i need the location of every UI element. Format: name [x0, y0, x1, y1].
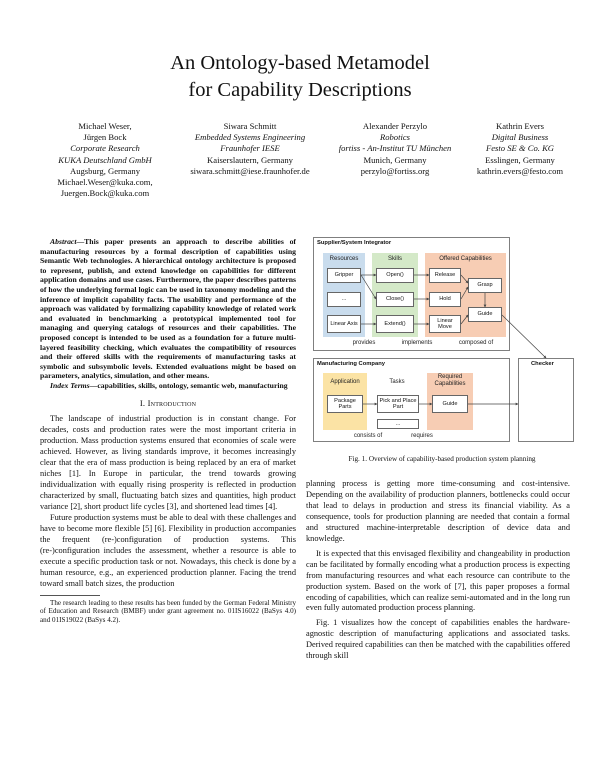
author-name: Siwara Schmitt — [223, 121, 277, 131]
title-line-1: An Ontology-based Metamodel — [170, 52, 430, 74]
author-organization: fortiss - An-Institut TU München — [338, 143, 452, 154]
title-line-2: for Capability Descriptions — [188, 79, 412, 101]
skill-item: Close() — [376, 292, 414, 307]
author-location: Esslingen, Germany — [485, 154, 555, 165]
task-item: Pick and Place Part — [377, 395, 419, 413]
author-email: perzylo@fortiss.org — [360, 165, 430, 176]
author-email: siwara.schmitt@iese.fraunhofer.de — [190, 165, 310, 176]
task-item: ... — [377, 419, 419, 429]
offered-item: Guide — [468, 307, 502, 322]
offered-item: Release — [429, 268, 461, 283]
paper-title — [0, 50, 600, 104]
relation-label: composed of — [458, 340, 494, 346]
skills-title: Skills — [387, 256, 402, 262]
offered-item: Hold — [429, 292, 461, 307]
author-email: Michael.Weser@kuka.com, — [57, 177, 153, 188]
offered-item: Linear Move — [429, 315, 461, 333]
abstract-label: Abstract — [50, 237, 77, 246]
author-block-3 — [315, 121, 475, 177]
author-location: Augsburg, Germany — [69, 165, 140, 176]
paragraph: It is expected that this envisaged flexibility and changeability in production can be facilitated by formally encoding what a production process is expecting from manufacturing resources and what each resource can contribute to the production system. Based on the work of [7], this paper proposes a formal encoding of capabilities, which can realize semi-automated and in the long run even fully automated production process planning. — [306, 548, 570, 613]
author-name: Michael Weser, — [78, 121, 132, 131]
footnote-rule — [40, 595, 100, 596]
author-organization: Fraunhofer IESE — [220, 143, 280, 154]
author-organization: KUKA Deutschland GmbH — [58, 154, 152, 165]
supplier-title: Supplier/System Integrator — [317, 240, 392, 246]
right-column — [306, 479, 570, 662]
relation-label: provides — [352, 340, 376, 346]
paragraph: Fig. 1 visualizes how the concept of capabilities enables the hardware-agnostic description of manufacturing applications and associated tasks. Derived required capabilities can then be matched with the capabilities offered through skill — [306, 618, 570, 661]
left-column — [40, 237, 296, 625]
section-number: I. — [139, 397, 146, 408]
abstract-text: —This paper presents an approach to describe abilities of manufacturing resources by a formal description of capabilities using Semantic Web technologies. A hierarchical ontology architecture is proposed to represent, publish, and extend knowledge on capabilities for different application domains and use cases. Furthermore, the paper describes patterns of how the underlying formal logic can be used in taxonomy modeling and the inference of implicit capability facts. The usability and performance of the approach was validated by formalizing capability knowledge of related work and evaluated in benchmarking a prototypical implemented tool for managing and querying catalogs of resources and their capabilities. The proposed concept is intended to be used as a foundation for a future multi-layered feasibility checking, which evaluates the compatibility of resources and their offered skills with the requirements of manufacturing tasks at symbolic and subsymbolic levels. Extended evaluations might be based on parameters, analytics, simulation, and other means. — [40, 237, 296, 381]
checker-title: Checker — [531, 361, 554, 367]
author-block-2 — [165, 121, 335, 177]
tasks-title: Tasks — [389, 379, 405, 385]
application-title: Application — [330, 379, 360, 385]
author-block-1 — [40, 121, 170, 199]
author-department: Corporate Research — [70, 143, 140, 154]
author-name: Kathrin Evers — [496, 121, 544, 131]
connector-lines — [313, 237, 575, 447]
author-department: Robotics — [379, 132, 411, 143]
index-terms-label: Index Terms — [50, 380, 90, 390]
author-email: kathrin.evers@festo.com — [476, 165, 564, 176]
paragraph: Future production systems must be able to deal with these challenges and have to become more flexible [5] [6]. Flexibility in production accompanies the frequent (re-)configuration of production systems. This (re-)configuration includes the assessment, whether a resource is able to execute a specific production task or not. Nowadays, this check is done by a human resource, e.g., an experienced production planner. Facing the trend toward small batch sizes, the production — [40, 513, 296, 588]
author-department: Digital Business — [491, 132, 549, 143]
relation-label: requires — [411, 433, 433, 439]
paragraph: The landscape of industrial production is in constant change. For decades, costs and production rates were the most important criteria in production. Mass production systems ensured that economies of scale were achieved. However, as living standards improve, it becomes increasingly clear that the era of mass production is being replaced by an era of market niches [1]. In Europe in particular, the trend towards growing individualization with equally rising prosperity is reflected in production characterized by small, fluctuating batch sizes and quantities, high product variance [2], short product life cycles [3], and shortened lead times [4]. — [40, 414, 296, 512]
manufacturing-title: Manufacturing Company — [317, 361, 385, 367]
author-organization: Festo SE & Co. KG — [485, 143, 555, 154]
author-name: Alexander Perzylo — [362, 121, 428, 131]
relation-label: consists of — [353, 433, 383, 439]
resource-item: Linear Axis — [327, 315, 361, 333]
section-title: Introduction — [147, 397, 197, 408]
index-terms-text: —capabilities, skills, ontology, semantic web, manufacturing — [89, 380, 288, 390]
offered-item: Grasp — [468, 278, 502, 293]
application-item: Package Parts — [327, 395, 363, 413]
skill-item: Open() — [376, 268, 414, 283]
offered-title: Offered Capabilities — [439, 256, 492, 262]
index-terms — [40, 381, 296, 391]
figure-caption: Fig. 1. Overview of capability-based production system planning — [348, 455, 536, 463]
resource-item: Gripper — [327, 268, 361, 283]
required-item: Guide — [432, 395, 468, 413]
author-department: Embedded Systems Engineering — [194, 132, 306, 143]
author-email: Juergen.Bock@kuka.com — [60, 188, 150, 199]
relation-label: implements — [401, 340, 433, 346]
author-name: Jürgen Bock — [83, 132, 127, 143]
author-location: Munich, Germany — [363, 154, 427, 165]
section-heading — [40, 398, 296, 409]
figure-1 — [313, 237, 575, 447]
resource-item: ... — [327, 292, 361, 307]
required-title: Required Capabilities — [434, 374, 466, 387]
author-location: Kaiserslautern, Germany — [207, 154, 293, 165]
footnote: The research leading to these results has been funded by the German Federal Ministry of Education and Research (BMBF) under grant agreement no. 01IS16022 (BaSys 4.0) and 01IS19022 (BaSys 4.2). — [40, 598, 296, 625]
skill-item: Extend() — [376, 315, 414, 333]
author-block-4 — [455, 121, 585, 177]
paragraph: planning process is getting more time-consuming and cost-intensive. Depending on the availability of production planners, bottlenecks could occur that lead to delays in production and stress its financial viability. As a consequence, tools for production planning are needed that contain a formal and structured machine-interpretable description of device data and knowledge. — [306, 479, 570, 543]
abstract — [40, 237, 296, 381]
resources-title: Resources — [329, 256, 359, 262]
